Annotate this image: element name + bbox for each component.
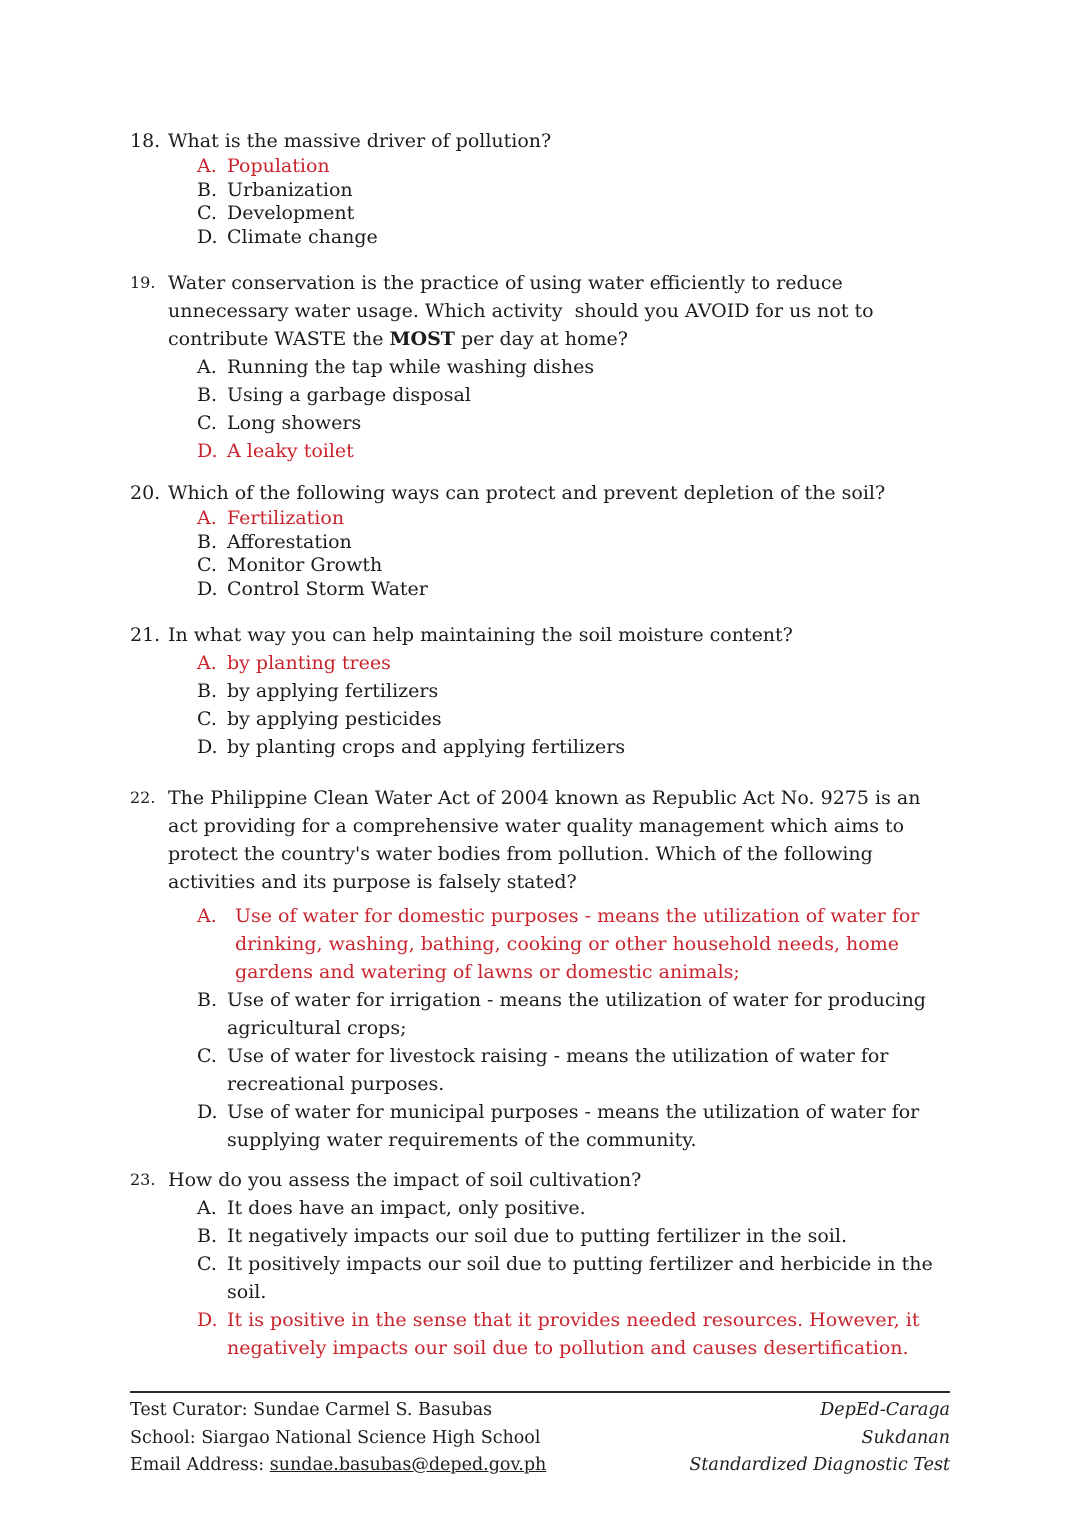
option-label: D. — [197, 736, 218, 758]
school-line — [130, 1425, 546, 1453]
options-list — [130, 649, 950, 761]
options-list — [130, 353, 950, 465]
option-row — [197, 1042, 950, 1098]
option-label: C. — [197, 1045, 217, 1067]
option-label: C. — [197, 554, 217, 576]
options-list — [130, 507, 950, 601]
question-text-segment: per day at home? — [454, 328, 628, 350]
option-label: B. — [197, 384, 218, 406]
question-text — [168, 479, 950, 507]
option-text — [227, 507, 950, 531]
option-label: C. — [197, 708, 217, 730]
question-item — [130, 1166, 950, 1362]
question-number: 21. — [130, 624, 161, 646]
option-text-line: Monitor Growth — [227, 554, 383, 576]
option-text-line: Control Storm Water — [227, 577, 428, 600]
question-item — [130, 479, 950, 601]
option-row — [197, 1250, 950, 1306]
option-text-line: recreational purposes. — [227, 1073, 445, 1095]
option-label: D. — [197, 440, 218, 462]
option-label: D. — [197, 577, 218, 600]
option-row — [197, 179, 950, 203]
footer-right — [689, 1397, 950, 1480]
question-text-line: In what way you can help maintaining the soil moisture content? — [168, 624, 793, 646]
footer-left — [130, 1397, 546, 1480]
option-text-line: Use of water for domestic purposes - means the utilization of water for — [235, 905, 920, 927]
option-text-line: A leaky toilet — [227, 440, 354, 462]
question-item — [130, 621, 950, 761]
question-item — [130, 784, 950, 1154]
question-text-bold-segment: MOST — [389, 328, 455, 350]
option-label: A. — [197, 652, 217, 674]
option-text — [227, 705, 950, 733]
option-row — [197, 705, 950, 733]
option-label: B. — [197, 1225, 218, 1247]
question-text-line: How do you assess the impact of soil cultivation? — [168, 1169, 642, 1191]
question-text-line: protect the country's water bodies from pollution. Which of the following — [168, 843, 873, 865]
footer-test-type: Standardized Diagnostic Test — [689, 1455, 950, 1475]
email-label: School: Siargao National Science High School — [130, 1427, 541, 1448]
option-text-line: It positively impacts our soil due to putting fertilizer and herbicide in the — [227, 1253, 933, 1275]
question-head — [130, 621, 950, 649]
option-row — [197, 353, 950, 381]
option-text-line: Long showers — [227, 412, 362, 434]
question-text — [168, 621, 950, 649]
option-text — [227, 1222, 950, 1250]
option-label: C. — [197, 412, 217, 434]
question-text — [168, 784, 950, 896]
option-text — [227, 202, 950, 226]
option-text-line: Running the tap while washing dishes — [227, 356, 595, 378]
question-text-segment: contribute WASTE the — [168, 328, 390, 350]
option-row — [197, 202, 950, 226]
option-row — [197, 986, 950, 1042]
option-text — [227, 649, 950, 677]
curator-line: Test Curator: Sundae Carmel S. Basubas — [130, 1400, 493, 1420]
option-label: B. — [197, 530, 218, 553]
option-text — [227, 179, 950, 203]
option-text-line: supplying water requirements of the community. — [227, 1129, 697, 1151]
footer — [130, 1391, 950, 1480]
question-text-line: act providing for a comprehensive water quality management which aims to — [168, 815, 905, 837]
option-row — [197, 507, 950, 531]
footer-program: Sukdanan — [861, 1427, 950, 1448]
option-text — [227, 677, 950, 705]
question-text-line: The Philippine Clean Water Act of 2004 known as Republic Act No. 9275 is an — [168, 787, 921, 809]
option-label: D. — [197, 225, 218, 248]
question-number: 19. — [130, 273, 156, 292]
option-label: A. — [197, 155, 217, 177]
option-text — [227, 531, 950, 555]
option-text — [227, 733, 950, 761]
option-text-line: It negatively impacts our soil due to putting fertilizer in the soil. — [227, 1225, 847, 1247]
option-text-line: agricultural crops; — [227, 1017, 407, 1039]
option-label: C. — [197, 1253, 217, 1275]
option-text — [227, 1194, 950, 1222]
option-text — [227, 986, 950, 1042]
option-row — [197, 902, 950, 986]
question-number: 20. — [130, 482, 161, 504]
question-head — [130, 1166, 950, 1194]
option-text — [227, 381, 950, 409]
question-text-line — [168, 325, 950, 353]
option-text — [227, 437, 950, 465]
option-label: C. — [197, 202, 217, 224]
option-text-line: drinking, washing, bathing, cooking or other household needs, home — [235, 933, 899, 955]
questions — [130, 127, 950, 1362]
option-text-line: Use of water for irrigation - means the utilization of water for producing — [227, 989, 926, 1011]
option-text — [227, 1042, 950, 1098]
option-text-line: Use of water for livestock raising - means the utilization of water for — [227, 1045, 889, 1067]
options-list — [130, 1194, 950, 1362]
question-text-line: activities and its purpose is falsely stated? — [168, 871, 577, 893]
email-label: Email Address: — [130, 1455, 270, 1475]
option-text-line: Development — [227, 202, 355, 224]
email-line — [130, 1452, 546, 1480]
option-row — [197, 155, 950, 179]
option-row — [197, 649, 950, 677]
option-text-line: soil. — [227, 1281, 267, 1303]
option-label: A. — [197, 507, 217, 529]
question-head — [130, 269, 950, 353]
question-head — [130, 784, 950, 896]
option-text-line: gardens and watering of lawns or domestic animals; — [235, 961, 740, 983]
option-text — [227, 554, 950, 578]
question-item — [130, 127, 950, 249]
option-text-line: Urbanization — [227, 178, 353, 201]
option-label: A. — [197, 356, 217, 378]
option-label: B. — [197, 178, 218, 201]
option-text-line: by planting trees — [227, 652, 391, 674]
option-label: B. — [197, 680, 218, 702]
question-text-line: unnecessary water usage. Which activity should you AVOID for us not to — [168, 300, 874, 322]
option-text-line: negatively impacts our soil due to pollution and causes desertification. — [227, 1337, 909, 1359]
option-text-line: Use of water for municipal purposes - means the utilization of water for — [227, 1101, 920, 1123]
option-text-line: It does have an impact, only positive. — [227, 1197, 586, 1219]
option-text-line: by applying fertilizers — [227, 680, 439, 702]
option-text — [227, 1306, 950, 1362]
options-list — [130, 902, 950, 1154]
option-label: D. — [197, 1309, 218, 1331]
option-text-line: Climate change — [227, 225, 378, 248]
question-head — [130, 127, 950, 155]
option-text — [227, 1098, 950, 1154]
option-row — [197, 381, 950, 409]
option-text — [227, 226, 950, 250]
option-row — [197, 578, 950, 602]
question-head — [130, 479, 950, 507]
option-label: D. — [197, 1101, 218, 1123]
email-link[interactable]: sundae.basubas@deped.gov.ph — [269, 1455, 547, 1475]
question-text — [168, 1166, 950, 1194]
option-text-line: by applying pesticides — [227, 708, 442, 730]
option-text-line: by planting crops and applying fertilizers — [227, 736, 626, 758]
option-label: B. — [197, 989, 218, 1011]
option-text — [227, 409, 950, 437]
option-row — [197, 554, 950, 578]
question-number: 23. — [130, 1170, 156, 1189]
question-text-line: Water conservation is the practice of using water efficiently to reduce — [168, 272, 843, 294]
option-text-line: Afforestation — [227, 530, 352, 553]
question-number: 22. — [130, 788, 156, 807]
option-row — [197, 409, 950, 437]
footer-org: DepEd-Caraga — [820, 1400, 950, 1420]
option-text-line: Population — [227, 155, 330, 177]
question-number: 18. — [130, 130, 161, 152]
option-label: A. — [197, 905, 217, 927]
option-text-line: It is positive in the sense that it provides needed resources. However, it — [227, 1309, 920, 1331]
option-row — [197, 733, 950, 761]
options-list — [130, 155, 950, 249]
option-text — [227, 1250, 950, 1306]
option-text — [227, 578, 950, 602]
option-row — [197, 1098, 950, 1154]
option-text-line: Fertilization — [227, 507, 345, 529]
option-row — [197, 677, 950, 705]
option-text — [227, 155, 950, 179]
option-text — [235, 902, 950, 986]
option-row — [197, 437, 950, 465]
question-text-line: Which of the following ways can protect and prevent depletion of the soil? — [168, 482, 886, 504]
option-row — [197, 531, 950, 555]
option-row — [197, 1306, 950, 1362]
question-item — [130, 269, 950, 465]
option-row — [197, 226, 950, 250]
option-row — [197, 1222, 950, 1250]
question-text — [168, 269, 950, 353]
option-text-line: Using a garbage disposal — [227, 384, 471, 406]
option-row — [197, 1194, 950, 1222]
question-text — [168, 127, 950, 155]
question-text-line: What is the massive driver of pollution? — [168, 130, 552, 152]
option-label: A. — [197, 1197, 217, 1219]
option-text — [227, 353, 950, 381]
